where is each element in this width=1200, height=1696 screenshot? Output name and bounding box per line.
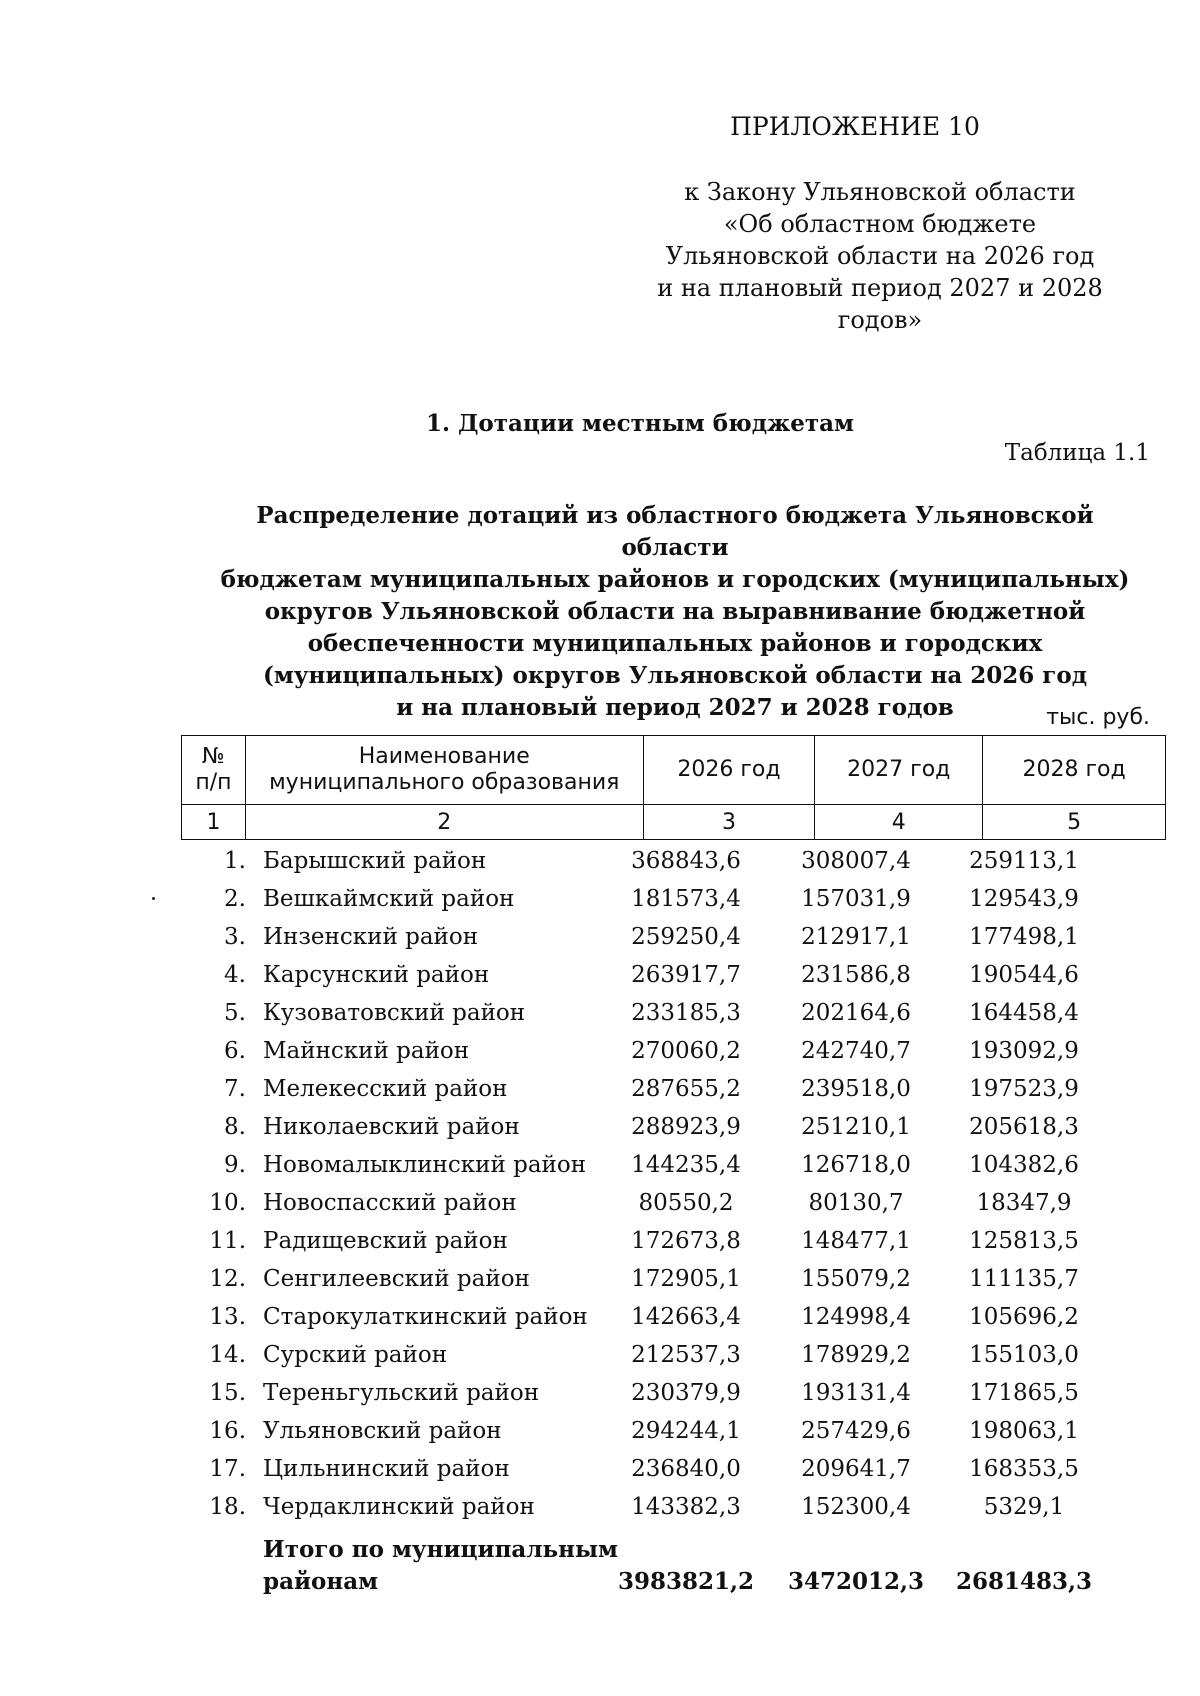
value-2028: 193092,9	[969, 1038, 1079, 1064]
value-2028: 198063,1	[969, 1418, 1079, 1444]
value-2026: 270060,2	[631, 1038, 741, 1064]
table-row	[181, 1190, 1166, 1228]
municipality-name: Майнский район	[263, 1038, 470, 1064]
value-2026: 288923,9	[631, 1114, 741, 1140]
value-2027: 251210,1	[801, 1114, 911, 1140]
table-row	[181, 1494, 1166, 1532]
value-2026: 368843,6	[631, 848, 741, 874]
table-row	[181, 1114, 1166, 1152]
table-label: Таблица 1.1	[1004, 440, 1150, 466]
municipality-name: Старокулаткинский район	[263, 1304, 588, 1330]
table-title	[200, 500, 1150, 724]
value-2026: 233185,3	[631, 1000, 741, 1026]
law-reference-line: и на плановый период 2027 и 2028 годов»	[657, 274, 1103, 334]
value-2027: 124998,4	[801, 1304, 911, 1330]
row-number: 16.	[209, 1418, 246, 1444]
table-header	[181, 735, 1166, 840]
value-2028: 125813,5	[969, 1228, 1079, 1254]
value-2028: 105696,2	[969, 1304, 1079, 1330]
value-2027: 152300,4	[801, 1494, 911, 1520]
table-row	[181, 924, 1166, 962]
header-2027: 2027 год	[815, 736, 983, 805]
value-2028: 104382,6	[969, 1152, 1079, 1178]
municipality-name: Новоспасский район	[263, 1190, 517, 1216]
header-name-line: Наименование	[358, 744, 530, 769]
table-row	[181, 1342, 1166, 1380]
value-2027: 202164,6	[801, 1000, 911, 1026]
table-row	[181, 1456, 1166, 1494]
value-2026: 259250,4	[631, 924, 741, 950]
value-2026: 287655,2	[631, 1076, 741, 1102]
table-row	[181, 1266, 1166, 1304]
value-2028: 129543,9	[969, 886, 1079, 912]
value-2026: 172905,1	[631, 1266, 741, 1292]
header-number	[182, 736, 246, 805]
table-title-line: бюджетам муниципальных районов и городских (муниципальных)	[220, 566, 1130, 593]
header-2028: 2028 год	[983, 736, 1166, 805]
table-row	[181, 1152, 1166, 1190]
value-2026: 143382,3	[631, 1494, 741, 1520]
row-number: 17.	[209, 1456, 246, 1482]
table-title-line: округов Ульяновской области на выравнивание бюджетной	[264, 598, 1086, 625]
value-2028: 168353,5	[969, 1456, 1079, 1482]
value-2028: 5329,1	[983, 1494, 1065, 1520]
value-2026: 181573,4	[631, 886, 741, 912]
table-title-line: и на плановый период 2027 и 2028 годов	[396, 694, 954, 721]
row-number: 13.	[209, 1304, 246, 1330]
row-number: 12.	[209, 1266, 246, 1292]
table-row	[181, 886, 1166, 924]
scan-speck	[152, 897, 155, 900]
header-2026: 2026 год	[643, 736, 815, 805]
row-number: 8.	[224, 1114, 246, 1140]
value-2027: 80130,7	[808, 1190, 904, 1216]
row-number: 10.	[209, 1190, 246, 1216]
value-2028: 171865,5	[969, 1380, 1079, 1406]
appendix-title: ПРИЛОЖЕНИЕ 10	[730, 112, 980, 141]
municipality-name: Николаевский район	[263, 1114, 520, 1140]
value-2028: 111135,7	[969, 1266, 1079, 1292]
row-number: 3.	[224, 924, 246, 950]
value-2027: 257429,6	[801, 1418, 911, 1444]
municipality-name: Вешкаймский район	[263, 886, 515, 912]
row-number: 1.	[224, 848, 246, 874]
law-reference-line: «Об областном бюджете	[723, 210, 1037, 238]
column-number: 5	[983, 805, 1166, 840]
table-row	[181, 1000, 1166, 1038]
value-2027: 126718,0	[801, 1152, 911, 1178]
column-number: 2	[245, 805, 643, 840]
column-number: 4	[815, 805, 983, 840]
row-number: 11.	[209, 1228, 246, 1254]
total-row	[181, 1534, 1166, 1604]
table-title-line: обеспеченности муниципальных районов и городских	[307, 630, 1043, 657]
row-number: 6.	[224, 1038, 246, 1064]
value-2027: 212917,1	[801, 924, 911, 950]
column-number: 3	[643, 805, 815, 840]
table-row	[181, 848, 1166, 886]
law-reference-line: Ульяновской области на 2026 год	[665, 242, 1095, 270]
value-2028: 18347,9	[976, 1190, 1072, 1216]
value-2026: 263917,7	[631, 962, 741, 988]
value-2028: 155103,0	[969, 1342, 1079, 1368]
table-title-line: Распределение дотаций из областного бюджета Ульяновской области	[256, 502, 1094, 561]
column-number: 1	[182, 805, 246, 840]
row-number: 7.	[224, 1076, 246, 1102]
municipality-name: Радищевский район	[263, 1228, 508, 1254]
value-2028: 164458,4	[969, 1000, 1079, 1026]
value-2027: 239518,0	[801, 1076, 911, 1102]
total-label-line: районам	[263, 1568, 379, 1595]
value-2026: 172673,8	[631, 1228, 741, 1254]
value-2026: 294244,1	[631, 1418, 741, 1444]
table-row	[181, 1418, 1166, 1456]
units-label: тыс. руб.	[1046, 705, 1150, 730]
total-label	[263, 1534, 623, 1598]
table-row	[181, 1304, 1166, 1342]
municipality-name: Сурский район	[263, 1342, 448, 1368]
municipality-name: Инзенский район	[263, 924, 479, 950]
value-2026: 212537,3	[631, 1342, 741, 1368]
table-row	[181, 1228, 1166, 1266]
table-title-line: (муниципальных) округов Ульяновской области на 2026 год	[262, 662, 1088, 689]
value-2028: 177498,1	[969, 924, 1079, 950]
row-number: 9.	[224, 1152, 246, 1178]
value-2027: 155079,2	[801, 1266, 911, 1292]
value-2026: 230379,9	[631, 1380, 741, 1406]
municipality-name: Мелекесский район	[263, 1076, 508, 1102]
value-2028: 197523,9	[969, 1076, 1079, 1102]
value-2026: 236840,0	[631, 1456, 741, 1482]
table-row	[181, 1038, 1166, 1076]
municipality-name: Чердаклинский район	[263, 1494, 535, 1520]
municipality-name: Новомалыклинский район	[263, 1152, 587, 1178]
municipality-name: Барышский район	[263, 848, 487, 874]
row-number: 18.	[209, 1494, 246, 1520]
header-name	[245, 736, 643, 805]
value-2028: 190544,6	[969, 962, 1079, 988]
row-number: 15.	[209, 1380, 246, 1406]
table-row	[181, 1380, 1166, 1418]
municipality-name: Карсунский район	[263, 962, 490, 988]
law-reference	[620, 176, 1140, 336]
row-number: 14.	[209, 1342, 246, 1368]
row-number: 5.	[224, 1000, 246, 1026]
total-label-line: Итого по муниципальным	[263, 1536, 619, 1563]
value-2027: 231586,8	[801, 962, 911, 988]
municipality-name: Цильнинский район	[263, 1456, 510, 1482]
value-2027: 157031,9	[801, 886, 911, 912]
total-2027: 3472012,3	[787, 1568, 925, 1595]
municipality-name: Кузоватовский район	[263, 1000, 526, 1026]
value-2027: 209641,7	[801, 1456, 911, 1482]
table-row	[181, 1076, 1166, 1114]
municipality-name: Ульяновский район	[263, 1418, 502, 1444]
value-2027: 242740,7	[801, 1038, 911, 1064]
law-reference-line: к Закону Ульяновской области	[684, 178, 1076, 206]
table-body	[181, 848, 1166, 1532]
header-number-line: п/п	[195, 770, 232, 795]
municipality-name: Сенгилеевский район	[263, 1266, 530, 1292]
value-2027: 308007,4	[801, 848, 911, 874]
section-heading: 1. Дотации местным бюджетам	[425, 410, 855, 437]
value-2026: 144235,4	[631, 1152, 741, 1178]
value-2028: 259113,1	[969, 848, 1079, 874]
total-2026: 3983821,2	[617, 1568, 755, 1595]
total-2028: 2681483,3	[955, 1568, 1093, 1595]
municipality-name: Тереньгульский район	[263, 1380, 540, 1406]
header-number-line: №	[202, 744, 225, 769]
row-number: 2.	[224, 886, 246, 912]
value-2027: 178929,2	[801, 1342, 911, 1368]
row-number: 4.	[224, 962, 246, 988]
table-row	[181, 962, 1166, 1000]
value-2028: 205618,3	[969, 1114, 1079, 1140]
value-2027: 148477,1	[801, 1228, 911, 1254]
value-2027: 193131,4	[801, 1380, 911, 1406]
header-name-line: муниципального образования	[269, 770, 620, 795]
value-2026: 142663,4	[631, 1304, 741, 1330]
value-2026: 80550,2	[638, 1190, 734, 1216]
